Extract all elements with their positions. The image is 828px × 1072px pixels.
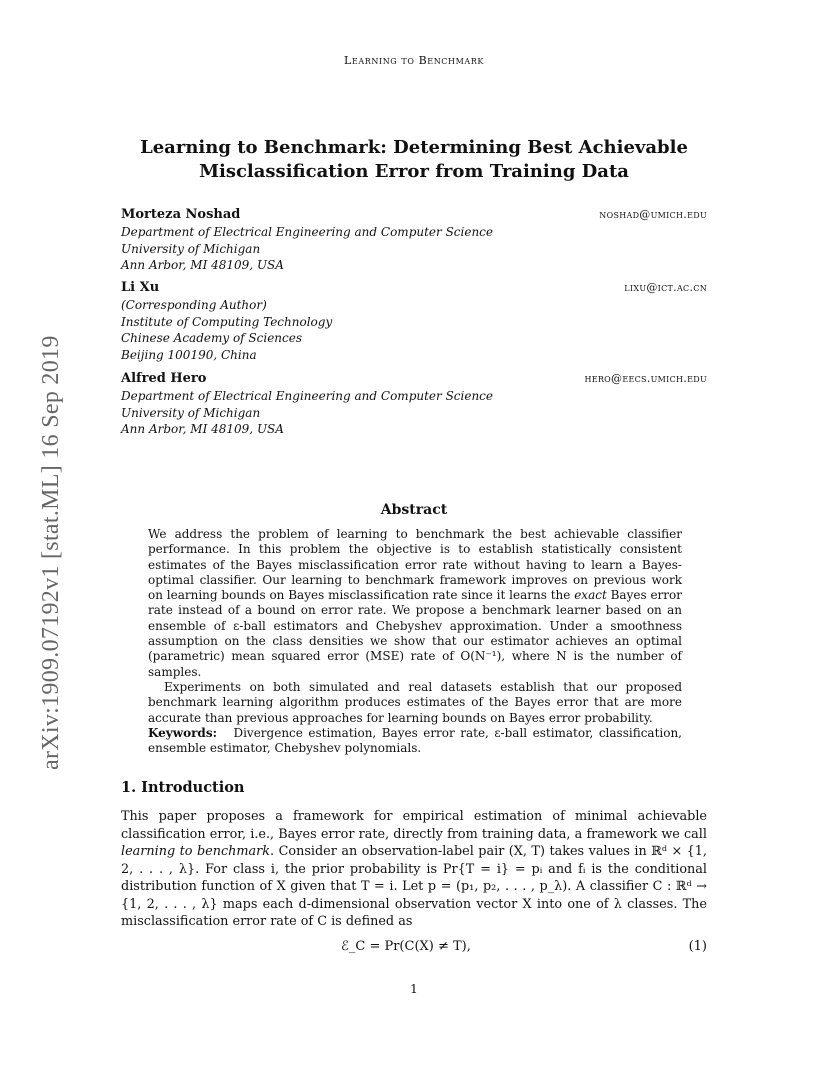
equation-body: ℰ_C = Pr(C(X) ≠ T), xyxy=(341,939,471,954)
paper-title xyxy=(100,136,728,184)
title-line-1: Learning to Benchmark: Determining Best Achievable xyxy=(140,137,688,158)
abstract-paragraph-1 xyxy=(148,527,682,680)
affiliation-line: Department of Electrical Engineering and Computer Science xyxy=(121,225,494,239)
affiliation-line: Beijing 100190, China xyxy=(121,347,257,362)
arxiv-identifier-stamp: arXiv:1909.07192v1 [stat.ML] 16 Sep 2019 xyxy=(38,335,64,770)
abstract-heading: Abstract xyxy=(380,502,448,518)
section-heading-introduction: 1. Introduction xyxy=(121,779,245,796)
equation-1 xyxy=(121,939,707,957)
affiliation-line: Department of Electrical Engineering and Computer Science xyxy=(121,389,494,403)
affiliation-line: Ann Arbor, MI 48109, USA xyxy=(121,258,284,272)
author-email: lixu@ict.ac.cn xyxy=(624,281,707,294)
affiliation-line: Chinese Academy of Sciences xyxy=(121,331,303,345)
affiliation-line: Institute of Computing Technology xyxy=(121,314,333,329)
abstract-emphasis: exact xyxy=(574,588,607,603)
author-email: noshad@umich.edu xyxy=(599,208,707,221)
author-block-hero xyxy=(121,370,707,438)
running-head: Learning to Benchmark xyxy=(344,54,484,67)
abstract-text: Bayes error rate instead of a bound on error rate. We propose a benchmark learner based on an ensemble of ε-ball estimators and Chebyshev approximation. Under a smoothness assumption on the class densities we show that our estimator achieves an optimal (parametric) mean squared error (MSE) rate of O(N⁻¹), where N is the number of samples. xyxy=(148,588,682,679)
affiliation-line: (Corresponding Author) xyxy=(121,298,267,312)
abstract-paragraph-2: Experiments on both simulated and real datasets establish that our proposed benchmark learning algorithm produces estimates of the Bayes error that are more accurate than previous approaches for learning bounds on Bayes error probability. xyxy=(148,679,682,725)
intro-emphasis: learning to benchmark xyxy=(121,844,271,859)
intro-text: This paper proposes a framework for empirical estimation of minimal achievable classification error, i.e., Bayes error rate, directly from training data, a framework we call xyxy=(121,809,707,842)
title-line-2: Misclassification Error from Training Data xyxy=(199,161,629,182)
abstract-text: We address the problem of learning to benchmark the best achievable classifier performance. In this problem the objective is to establish statistically consistent estimates of the Bayes misclassification error rate without having to learn a Bayes-optimal classifier. Our learning to benchmark framework improves on previous work on learning bounds on Bayes misclassification rate since it learns the xyxy=(148,527,682,603)
author-name: Morteza Noshad xyxy=(121,207,241,222)
keywords-list: Divergence estimation, Bayes error rate, ε-ball estimator, classification, ensemble estimator, Chebyshev polynomials. xyxy=(148,725,682,756)
author-block-xu xyxy=(121,279,707,363)
affiliation-line: University of Michigan xyxy=(121,405,261,420)
affiliation-line: Ann Arbor, MI 48109, USA xyxy=(121,422,284,436)
keywords-label: Keywords: xyxy=(148,725,218,740)
author-name: Li Xu xyxy=(121,280,160,295)
equation-number: (1) xyxy=(688,939,707,954)
page-number: 1 xyxy=(410,982,418,996)
abstract-body xyxy=(148,527,682,756)
keywords xyxy=(148,726,682,757)
author-name: Alfred Hero xyxy=(121,371,207,386)
author-block-noshad xyxy=(121,206,707,274)
introduction-paragraph xyxy=(121,808,707,931)
author-email: hero@eecs.umich.edu xyxy=(584,372,707,385)
affiliation-line: University of Michigan xyxy=(121,241,261,256)
intro-text: . Consider an observation-label pair (X, T) takes values in ℝᵈ × {1, 2, . . . , λ}. For class i, the prior probability is Pr{T = i} = pᵢ and fᵢ is the conditional distribution function of X given that T = i. Let p = (p₁, p₂, . . . , p_λ). A classifier C : ℝᵈ → {1, 2, . . . , λ} maps each d-dimensional observation vector X into one of λ classes. The misclassification error rate of C is defined as xyxy=(121,844,707,929)
